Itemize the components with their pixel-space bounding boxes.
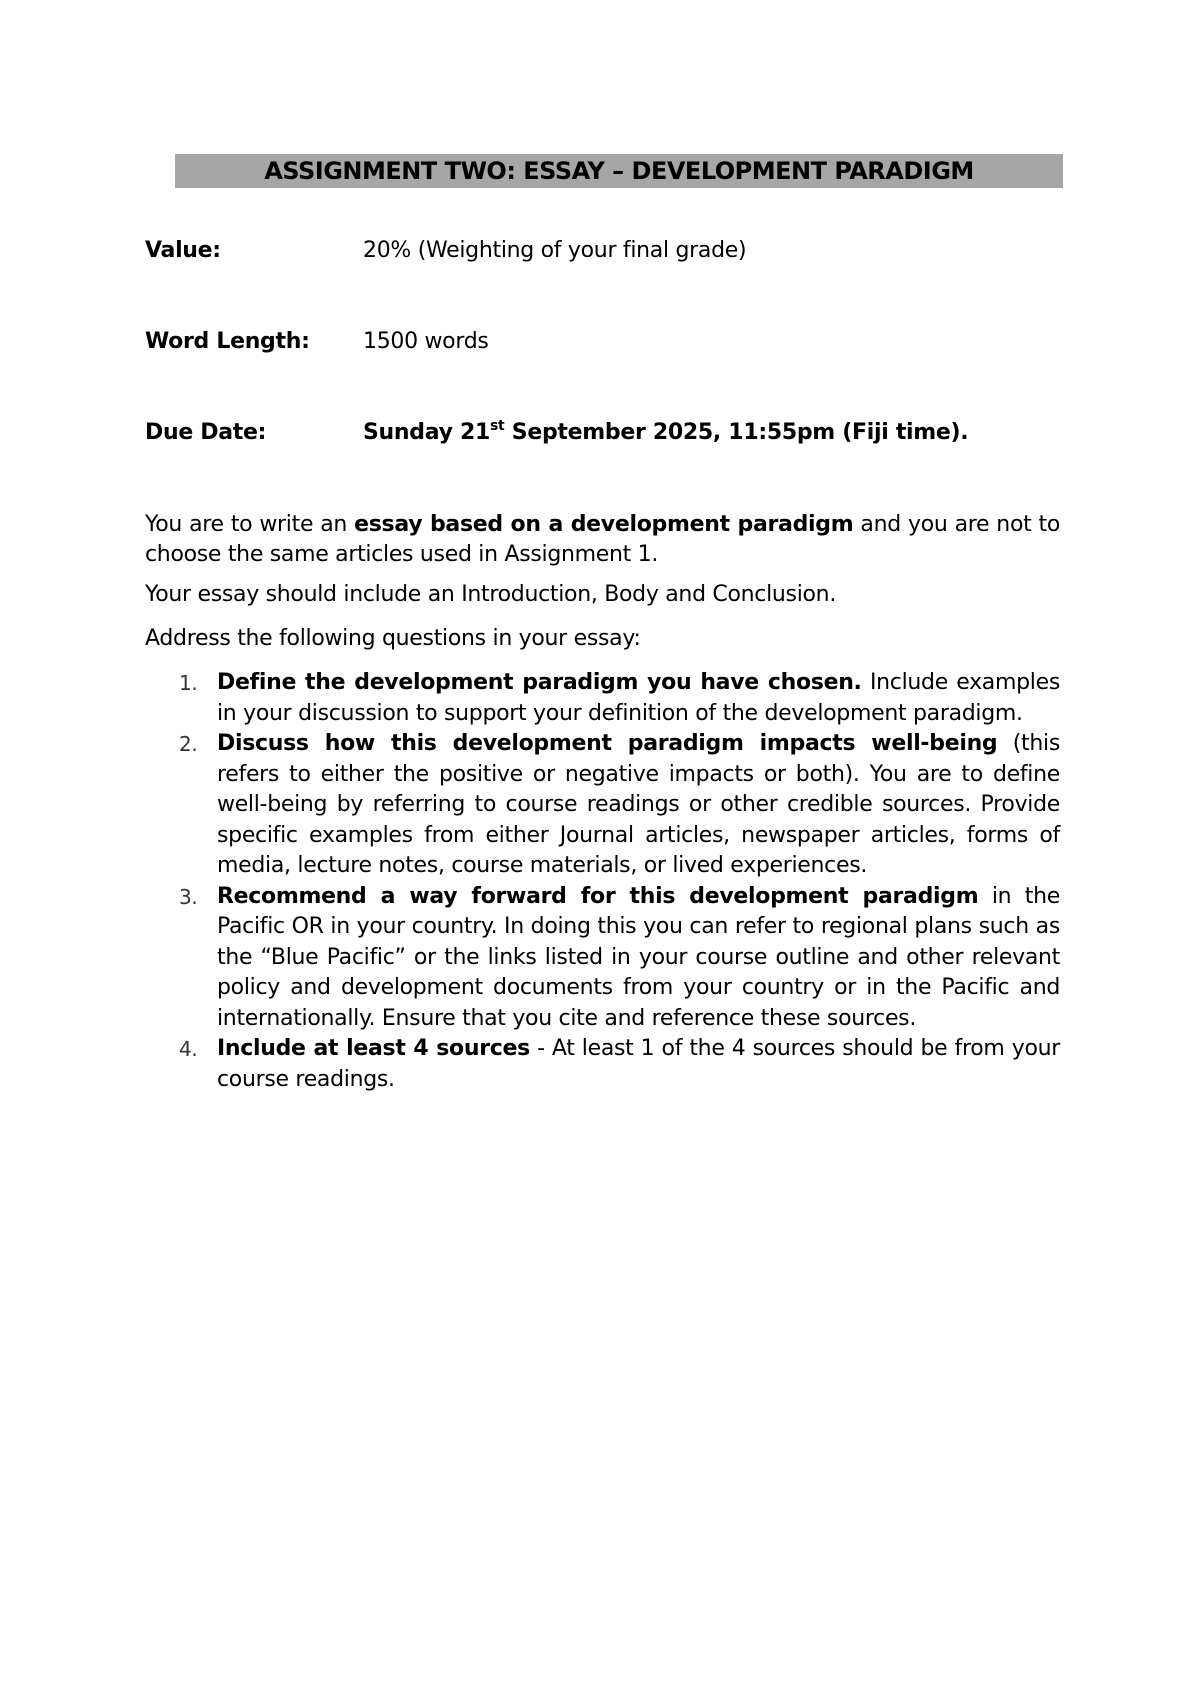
question-heading: Include at least 4 sources: [217, 1036, 530, 1061]
list-item: [145, 729, 1060, 882]
structure-paragraph: [145, 580, 1060, 610]
intro-text-start: You are to write an: [145, 512, 355, 537]
list-number: 2.: [179, 732, 198, 756]
list-number: 4.: [179, 1037, 198, 1061]
value-label: Value:: [145, 238, 221, 263]
due-date-day: Sunday 21: [363, 420, 491, 445]
question-text: Include examples in your discussion to support your definition of the development paradigm.: [217, 670, 1060, 726]
question-heading: Discuss how this development paradigm impacts well-being: [217, 731, 998, 756]
questions-intro: [145, 624, 1060, 654]
due-date-rest: September 2025, 11:55pm (Fiji time).: [504, 420, 969, 445]
questions-intro-text: Address the following questions in your essay:: [145, 626, 641, 651]
intro-paragraph: [145, 510, 1060, 570]
due-date-label: Due Date:: [145, 420, 267, 445]
assignment-title: ASSIGNMENT TWO: ESSAY – DEVELOPMENT PARADIGM: [175, 154, 1063, 188]
due-date-text: [363, 418, 968, 448]
question-heading: Recommend a way forward for this development paradigm: [217, 883, 979, 909]
list-item: [145, 1034, 1060, 1095]
questions-list: [145, 668, 1060, 1095]
list-number: 3.: [179, 884, 198, 909]
list-item: [145, 882, 1060, 1035]
list-item: [145, 668, 1060, 729]
list-number: 1.: [179, 671, 198, 695]
word-length-text: 1500 words: [363, 329, 489, 354]
question-text: in the Pacific OR in your country. In doing this you can refer to regional plans such as the “Blue Pacific” or the links listed in your course outline and other relevant policy and development documents from your country or in the Pacific and internationally. Ensure that you cite and reference these sources.: [217, 883, 1060, 1031]
word-length-label: Word Length:: [145, 329, 310, 354]
intro-text-bold: essay based on a development paradigm: [354, 512, 854, 537]
question-text: (this refers to either the positive or negative impacts or both). You are to define well-being by referring to course readings or other credible sources. Provide specific examples from either Journal articles, newspaper articles, forms of media, lecture notes, course materials, or lived experiences.: [217, 731, 1060, 878]
question-text: - At least 1 of the 4 sources should be from your course readings.: [217, 1036, 1060, 1092]
due-date-ordinal: st: [490, 418, 505, 434]
value-text: 20% (Weighting of your final grade): [363, 238, 747, 263]
question-heading: Define the development paradigm you have chosen.: [217, 670, 862, 695]
intro-text-end: and you are not to choose the same articles used in Assignment 1.: [145, 512, 1060, 567]
structure-text: Your essay should include an Introduction, Body and Conclusion.: [145, 582, 837, 607]
